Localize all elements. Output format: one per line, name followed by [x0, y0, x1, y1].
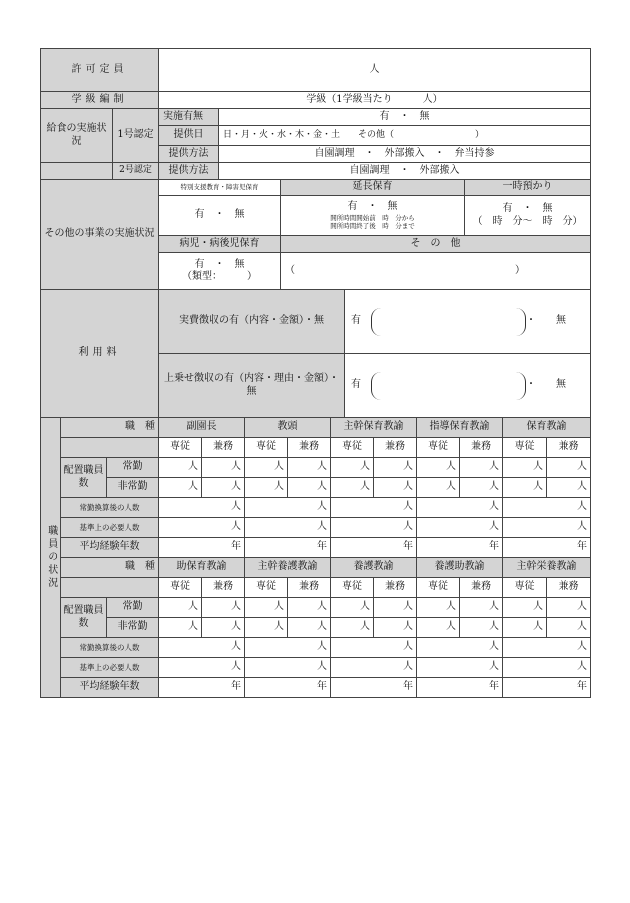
top-table: [40, 48, 591, 418]
fte-1-2[interactable]: 人: [331, 498, 417, 518]
fte-2-3[interactable]: 人: [417, 638, 503, 658]
nonreg-1-0b[interactable]: 人: [202, 478, 245, 498]
exp-2-4[interactable]: 年: [503, 678, 591, 698]
fee-actual-cell: [345, 290, 591, 354]
nonreg-1-0a[interactable]: 人: [159, 478, 202, 498]
extended-value: 有 ・ 無: [347, 201, 398, 213]
extended-label: 延長保育: [281, 180, 465, 196]
parttime-1-1: 兼務: [288, 438, 331, 458]
nonreg-1-3a[interactable]: 人: [417, 478, 460, 498]
fte-1-4[interactable]: 人: [503, 498, 591, 518]
fee-actual-no: ・ 無: [526, 315, 567, 327]
meal-method1-label: 提供方法: [159, 146, 219, 163]
required-row-1: [41, 518, 591, 538]
req-1-1[interactable]: 人: [245, 518, 331, 538]
staff-body: [41, 418, 591, 698]
application-form: [40, 48, 590, 698]
regular-1-0b[interactable]: 人: [202, 458, 245, 478]
header2-0: 助保育教諭: [159, 558, 245, 578]
fee-actual-box[interactable]: [371, 308, 526, 336]
staff-table: [40, 417, 591, 698]
fulltime-2-3: 専従: [417, 578, 460, 598]
exp-2-1[interactable]: 年: [245, 678, 331, 698]
req-2-2[interactable]: 人: [331, 658, 417, 678]
meal-label: 給食の実施状況: [41, 109, 113, 163]
parttime-1-3: 兼務: [460, 438, 503, 458]
extended-cell: [281, 196, 465, 236]
fulltime-2-2: 専従: [331, 578, 374, 598]
fte-label-1: 常勤換算後の人数: [61, 498, 159, 518]
temp-time: （ 時 分〜 時 分）: [472, 215, 583, 227]
parttime-1-0: 兼務: [202, 438, 245, 458]
fee-label: 利用料: [41, 290, 159, 418]
header1-4: 保育教諭: [503, 418, 591, 438]
subhead-empty-1: [61, 438, 159, 458]
nonreg-2-1b[interactable]: 人: [288, 618, 331, 638]
exp-1-2[interactable]: 年: [331, 538, 417, 558]
sick-value: 有 ・ 無: [194, 258, 245, 270]
regular-1-1a[interactable]: 人: [245, 458, 288, 478]
fee-actual-label: 実費徴収の有（内容・金額）・無: [159, 290, 345, 354]
placed-label-2: 配置職員数: [61, 598, 107, 638]
nonreg-1-4b[interactable]: 人: [547, 478, 591, 498]
exp-row-2: [41, 678, 591, 698]
regular-1-2a[interactable]: 人: [331, 458, 374, 478]
regular-label-1: 常勤: [107, 458, 159, 478]
placed-label-1: 配置職員数: [61, 458, 107, 498]
fee-extra-box[interactable]: [371, 372, 526, 400]
header1-1: 教頭: [245, 418, 331, 438]
classes-label: 学級編制: [41, 92, 159, 109]
parttime-2-2: 兼務: [374, 578, 417, 598]
parttime-2-1: 兼務: [288, 578, 331, 598]
sick-label: 病児・病後児保育: [159, 236, 281, 253]
nonreg-2-3a[interactable]: 人: [417, 618, 460, 638]
req-2-0[interactable]: 人: [159, 658, 245, 678]
meal-method2-value: 自園調理 ・ 外部搬入: [219, 163, 591, 180]
fulltime-1-4: 専従: [503, 438, 547, 458]
regular-2-0b[interactable]: 人: [202, 598, 245, 618]
regular-2-0a[interactable]: 人: [159, 598, 202, 618]
fte-2-2[interactable]: 人: [331, 638, 417, 658]
exp-1-3[interactable]: 年: [417, 538, 503, 558]
extended-close: 開所時間終了後 時 分まで: [330, 221, 415, 230]
header2-1: 主幹養護教諭: [245, 558, 331, 578]
nonreg-2-0b[interactable]: 人: [202, 618, 245, 638]
req-1-0[interactable]: 人: [159, 518, 245, 538]
regular-1-2b[interactable]: 人: [374, 458, 417, 478]
exp-label-1: 平均経験年数: [61, 538, 159, 558]
subhead-row-1: [41, 438, 591, 458]
etc-label: そ の 他: [281, 236, 591, 253]
parttime-1-2: 兼務: [374, 438, 417, 458]
sick-type: （類型： ）: [182, 271, 257, 282]
fte-row-2: [41, 638, 591, 658]
fulltime-1-2: 専従: [331, 438, 374, 458]
regular-2-4b[interactable]: 人: [547, 598, 591, 618]
fulltime-1-0: 専従: [159, 438, 202, 458]
special-value: 有 ・ 無: [159, 196, 281, 236]
meal-impl-label: 実施有無: [159, 109, 219, 126]
fulltime-1-3: 専従: [417, 438, 460, 458]
header1-3: 指導保育教諭: [417, 418, 503, 438]
nonreg-2-3b[interactable]: 人: [460, 618, 503, 638]
other-label: その他の事業の実施状況: [41, 180, 159, 290]
parttime-2-0: 兼務: [202, 578, 245, 598]
regular-2-2a[interactable]: 人: [331, 598, 374, 618]
fulltime-2-0: 専従: [159, 578, 202, 598]
nonreg-1-1b[interactable]: 人: [288, 478, 331, 498]
header1-2: 主幹保育教諭: [331, 418, 417, 438]
meal-day-label: 提供日: [159, 126, 219, 146]
quota-value: 人: [159, 49, 591, 92]
fte-1-3[interactable]: 人: [417, 498, 503, 518]
req-2-1[interactable]: 人: [245, 658, 331, 678]
etc-value: （ ）: [281, 253, 591, 290]
header1-0: 副園長: [159, 418, 245, 438]
req-1-2[interactable]: 人: [331, 518, 417, 538]
req-1-4[interactable]: 人: [503, 518, 591, 538]
temp-value: 有 ・ 無: [502, 203, 553, 214]
parttime-2-4: 兼務: [547, 578, 591, 598]
regular-2-3b[interactable]: 人: [460, 598, 503, 618]
nonreg-2-2a[interactable]: 人: [331, 618, 374, 638]
exp-1-1[interactable]: 年: [245, 538, 331, 558]
special-label: 特別支援教育・障害児保育: [159, 180, 281, 196]
nonregular-row-1: [41, 478, 591, 498]
fte-1-1[interactable]: 人: [245, 498, 331, 518]
exp-1-0[interactable]: 年: [159, 538, 245, 558]
quota-label: 許可定員: [41, 49, 159, 92]
regular-label-2: 常勤: [107, 598, 159, 618]
required-label-1: 基準上の必要人数: [61, 518, 159, 538]
fee-extra-no: ・ 無: [526, 379, 567, 391]
fte-row-1: [41, 498, 591, 518]
regular-1-4b[interactable]: 人: [547, 458, 591, 478]
exp-1-4[interactable]: 年: [503, 538, 591, 558]
exp-row-1: [41, 538, 591, 558]
exp-2-2[interactable]: 年: [331, 678, 417, 698]
nonreg-2-1a[interactable]: 人: [245, 618, 288, 638]
meal-c2-label: 2号認定: [113, 163, 159, 180]
regular-row-2: [41, 598, 591, 618]
regular-row-1: [41, 458, 591, 478]
meal-c2-empty: [41, 163, 113, 180]
sick-cell: [159, 253, 281, 290]
exp-2-3[interactable]: 年: [417, 678, 503, 698]
nonregular-label-2: 非常勤: [107, 618, 159, 638]
nonreg-2-4a[interactable]: 人: [503, 618, 547, 638]
nonreg-1-2a[interactable]: 人: [331, 478, 374, 498]
regular-2-3a[interactable]: 人: [417, 598, 460, 618]
type-label-1: 職 種: [61, 418, 159, 438]
req-1-3[interactable]: 人: [417, 518, 503, 538]
fulltime-2-1: 専従: [245, 578, 288, 598]
fte-label-2: 常勤換算後の人数: [61, 638, 159, 658]
header2-4: 主幹栄養教諭: [503, 558, 591, 578]
regular-1-3b[interactable]: 人: [460, 458, 503, 478]
req-2-3[interactable]: 人: [417, 658, 503, 678]
fee-extra-cell: [345, 354, 591, 418]
header2-2: 養護教諭: [331, 558, 417, 578]
fee-extra-label: 上乗せ徴収の有（内容・理由・金額）・無: [159, 354, 345, 418]
temp-label: 一時預かり: [465, 180, 591, 196]
temp-cell: [465, 196, 591, 236]
classes-value: 学級（1学級当たり 人）: [159, 92, 591, 109]
regular-2-1a[interactable]: 人: [245, 598, 288, 618]
header2-3: 養護助教諭: [417, 558, 503, 578]
exp-2-0[interactable]: 年: [159, 678, 245, 698]
regular-2-1b[interactable]: 人: [288, 598, 331, 618]
nonreg-2-0a[interactable]: 人: [159, 618, 202, 638]
regular-1-4a[interactable]: 人: [503, 458, 547, 478]
staff-label: 職員の状況: [41, 418, 61, 698]
fte-2-0[interactable]: 人: [159, 638, 245, 658]
regular-2-4a[interactable]: 人: [503, 598, 547, 618]
required-label-2: 基準上の必要人数: [61, 658, 159, 678]
nonreg-1-2b[interactable]: 人: [374, 478, 417, 498]
meal-impl-value: 有 ・ 無: [219, 109, 591, 126]
meal-day-value: 日・月・火・水・木・金・土 その他（ ）: [219, 126, 591, 146]
meal-c1-label: 1号認定: [113, 109, 159, 163]
regular-2-2b[interactable]: 人: [374, 598, 417, 618]
nonreg-1-4a[interactable]: 人: [503, 478, 547, 498]
req-2-4[interactable]: 人: [503, 658, 591, 678]
subhead-row-2: [41, 578, 591, 598]
exp-label-2: 平均経験年数: [61, 678, 159, 698]
parttime-1-4: 兼務: [547, 438, 591, 458]
regular-1-1b[interactable]: 人: [288, 458, 331, 478]
nonreg-1-3b[interactable]: 人: [460, 478, 503, 498]
fee-extra-yes: 有: [351, 379, 361, 391]
nonreg-1-1a[interactable]: 人: [245, 478, 288, 498]
fulltime-2-4: 専従: [503, 578, 547, 598]
nonregular-label-1: 非常勤: [107, 478, 159, 498]
extended-open: 開所時間開始前 時 分から: [330, 213, 415, 222]
meal-method1-value: 自園調理 ・ 外部搬入 ・ 弁当持参: [219, 146, 591, 163]
fte-1-0[interactable]: 人: [159, 498, 245, 518]
subhead-empty-2: [61, 578, 159, 598]
required-row-2: [41, 658, 591, 678]
regular-1-3a[interactable]: 人: [417, 458, 460, 478]
fulltime-1-1: 専従: [245, 438, 288, 458]
fee-actual-yes: 有: [351, 315, 361, 327]
regular-1-0a[interactable]: 人: [159, 458, 202, 478]
nonreg-2-4b[interactable]: 人: [547, 618, 591, 638]
type-label-2: 職 種: [61, 558, 159, 578]
fte-2-4[interactable]: 人: [503, 638, 591, 658]
fte-2-1[interactable]: 人: [245, 638, 331, 658]
meal-method2-label: 提供方法: [159, 163, 219, 180]
nonreg-2-2b[interactable]: 人: [374, 618, 417, 638]
parttime-2-3: 兼務: [460, 578, 503, 598]
nonregular-row-2: [41, 618, 591, 638]
